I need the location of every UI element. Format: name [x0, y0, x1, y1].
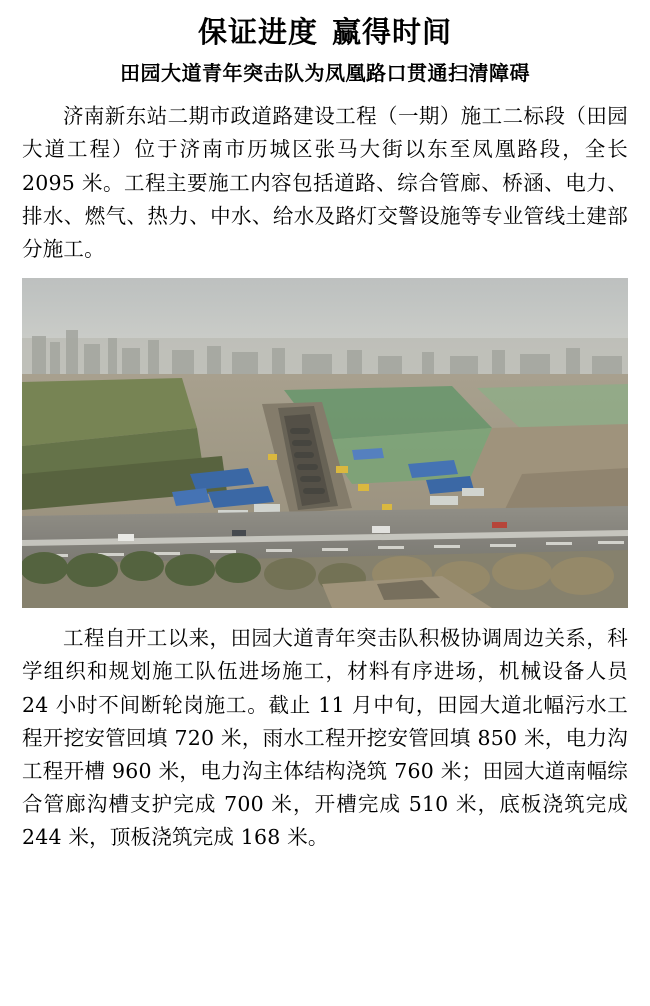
page-title	[22, 14, 628, 50]
construction-site-photo	[22, 278, 628, 608]
body-paragraph-2: 工程自开工以来，田园大道青年突击队积极协调周边关系，科学组织和规划施工队伍进场施工，材料有序进场，机械设备人员 24 小时不间断轮岗施工。截止 11 月中旬，田园大道北幅污水工程开挖安管回填 720 米，雨水工程开挖安管回填 850 米，电力沟工程开槽 960 米，电力沟主体结构浇筑 760 米；田园大道南幅综合管廊沟槽支护完成 700 米，开槽完成 510 米，底板浇筑完成 244 米，顶板浇筑完成 168 米。	[22, 626, 628, 850]
page-title-right: 赢得时间	[332, 15, 453, 49]
photo-graphic	[22, 278, 628, 608]
page-subtitle: 田园大道青年突击队为凤凰路口贯通扫清障碍	[120, 61, 530, 86]
body-paragraph-1: 济南新东站二期市政道路建设工程（一期）施工二标段（田园大道工程）位于济南市历城区张马大街以东至凤凰路段，全长 2095 米。工程主要施工内容包括道路、综合管廊、桥涵、电力、排水、燃气、热力、中水、给水及路灯交警设施等专业管线土建部分施工。	[22, 104, 628, 262]
page-title-left: 保证进度	[197, 15, 318, 49]
